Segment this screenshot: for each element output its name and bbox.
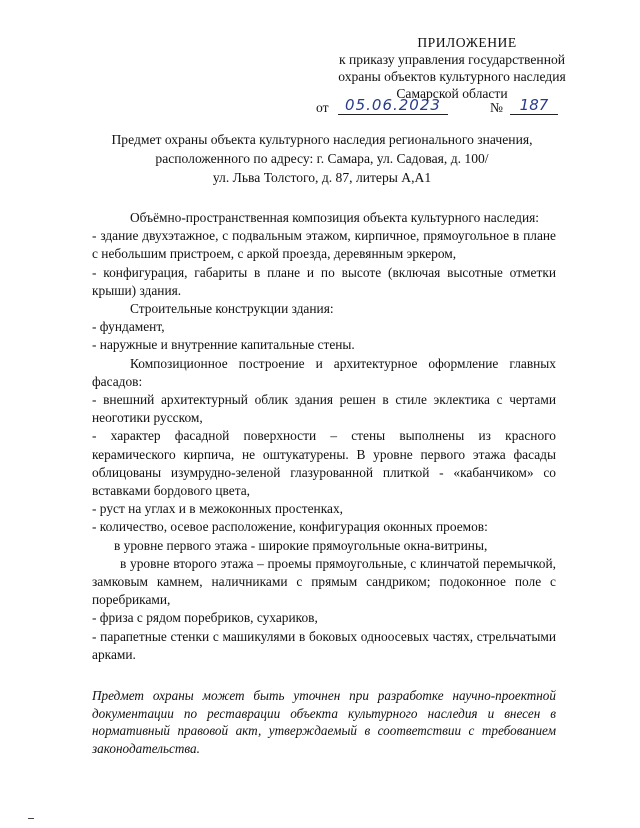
- section-heading: Композиционное построение и архитектурное оформление главных фасадов:: [92, 355, 556, 389]
- list-item: - количество, осевое расположение, конфигурация оконных проемов:: [92, 519, 488, 535]
- closing-note: Предмет охраны может быть уточнен при разработке научно-проектной документации по реставрации объекта культурного наследия и внесен в нормативный правовой акт, утверждаемый в соответствии с требованием законодательства.: [92, 688, 556, 756]
- number-prefix: №: [490, 100, 503, 115]
- order-date-number: [316, 96, 596, 118]
- appendix-title: ПРИЛОЖЕНИЕ: [417, 35, 517, 50]
- document-body: [92, 209, 556, 664]
- date-prefix: от: [316, 100, 329, 115]
- list-item: - наружные и внутренние капитальные стены.: [92, 337, 355, 353]
- handwritten-date: 05.06.2023: [338, 96, 448, 115]
- list-item: - руст на углах и в межоконных простенках,: [92, 501, 343, 517]
- list-item: - парапетные стенки с машикулями в боковых одноосевых частях, стрельчатыми арками.: [92, 628, 556, 662]
- sub-item: в уровне первого этажа - широкие прямоугольные окна-витрины,: [114, 537, 488, 553]
- list-item: - характер фасадной поверхности – стены выполнены из красного керамического кирпича, не оштукатурены. В уровне первого этажа фасады облицованы изумрудно-зеленой глазурованной плиткой - «кабанчиком» со вставками бордового цвета,: [92, 428, 556, 499]
- section-heading: Объёмно-пространственная композиция объекта культурного наследия:: [130, 210, 539, 225]
- list-item: - конфигурация, габариты в плане и по высоте (включая высотные отметки крыши) здания.: [92, 264, 556, 298]
- appendix-line: охраны объектов культурного наследия: [338, 69, 566, 84]
- list-item: - фундамент,: [92, 319, 165, 335]
- appendix-line: к приказу управления государственной: [338, 52, 566, 67]
- sub-item: в уровне второго этажа – проемы прямоугольные, с клинчатой перемычкой, замковым камнем, наличниками с прямым сандриком; подоконное поле с поребриками,: [92, 555, 556, 608]
- list-item: - внешний архитектурный облик здания решен в стиле эклектика с чертами неоготики русском,: [92, 392, 556, 426]
- appendix-header: [312, 34, 592, 102]
- document-subject: [80, 130, 564, 187]
- section-heading: Строительные конструкции здания:: [130, 301, 334, 317]
- subject-line: ул. Льва Толстого, д. 87, литеры А,А1: [212, 170, 432, 185]
- handwritten-number: 187: [510, 96, 558, 115]
- subject-line: Предмет охраны объекта культурного наследия регионального значения,: [111, 132, 533, 147]
- list-item: - здание двухэтажное, с подвальным этажом, кирпичное, прямоугольное в плане с небольшим пристроем, с аркой проезда, деревянным эркером,: [92, 228, 556, 262]
- list-item: - фриза с рядом поребриков, сухариков,: [92, 610, 318, 626]
- scan-mark: [28, 818, 34, 819]
- subject-line: расположенного по адресу: г. Самара, ул. Садовая, д. 100/: [155, 151, 489, 166]
- appendix-line: Самарской области: [396, 86, 508, 101]
